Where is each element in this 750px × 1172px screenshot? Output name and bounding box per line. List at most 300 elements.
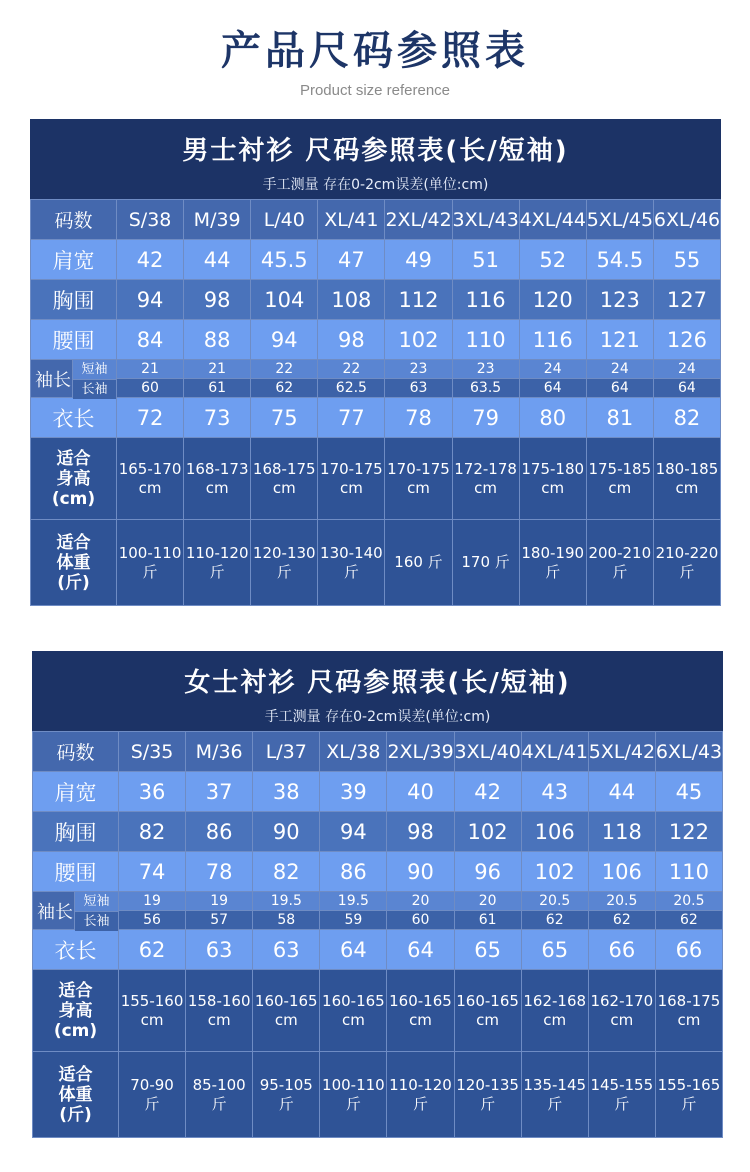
cell-value: 110-120 xyxy=(389,1075,452,1094)
table-cell: 63 xyxy=(253,930,320,970)
table-cell xyxy=(655,970,722,1052)
row-label: 腰围 xyxy=(31,320,117,360)
row-label-line: (cm) xyxy=(51,488,96,509)
table-cell: 20.5 xyxy=(588,892,655,911)
cell-value: 180-185 xyxy=(655,459,719,478)
table-cell: 62.5 xyxy=(318,379,385,398)
cell-value: 168-173 xyxy=(185,459,249,478)
cell-unit: cm xyxy=(608,478,632,497)
chest-row xyxy=(31,280,721,320)
sleeve-label-text: 袖长 xyxy=(35,369,71,391)
table-cell xyxy=(318,520,385,606)
cell-unit: 斤 xyxy=(480,1094,496,1113)
table-cell: 112 xyxy=(385,280,452,320)
table-cell xyxy=(117,438,184,520)
chart-header xyxy=(30,119,721,199)
cell-value: 160-165 xyxy=(254,991,318,1010)
table-cell: 22 xyxy=(318,360,385,379)
table-cell: 106 xyxy=(521,812,588,852)
cell-value: 110-120 xyxy=(185,543,249,562)
table-cell xyxy=(184,520,251,606)
table-cell: 62 xyxy=(521,911,588,930)
table-cell: 74 xyxy=(119,852,186,892)
row-label xyxy=(31,438,117,520)
cell-unit: cm xyxy=(476,1010,500,1029)
short-sleeve-label: 短袖 xyxy=(75,892,118,912)
table-cell: M/39 xyxy=(184,200,251,240)
table-cell: 94 xyxy=(251,320,318,360)
row-label: 肩宽 xyxy=(33,772,119,812)
table-cell: 63 xyxy=(385,379,452,398)
table-cell: 121 xyxy=(586,320,653,360)
row-label: 衣长 xyxy=(33,930,119,970)
row-label-line: (cm) xyxy=(53,1020,98,1041)
table-cell: 19 xyxy=(119,892,186,911)
row-label-line: 身高 xyxy=(58,1000,93,1021)
length-row xyxy=(33,930,723,970)
row-label xyxy=(33,970,119,1052)
chart-note: 手工测量 存在0-2cm误差(单位:cm) xyxy=(264,709,491,725)
table-cell: 44 xyxy=(588,772,655,812)
table-cell xyxy=(385,520,452,606)
table-cell: 45.5 xyxy=(251,240,318,280)
row-label-line: 适合 xyxy=(58,980,93,1001)
cell-value: 170-175 xyxy=(387,459,450,478)
table-cell: 63 xyxy=(186,930,253,970)
table-cell xyxy=(387,1052,454,1138)
table-cell: 106 xyxy=(588,852,655,892)
table-cell: 47 xyxy=(318,240,385,280)
cell-value: 162-168 xyxy=(523,991,587,1010)
table-cell: 63.5 xyxy=(452,379,519,398)
row-label-line: 适合 xyxy=(56,448,91,469)
table-cell: 110 xyxy=(452,320,519,360)
row-label-line: (斤) xyxy=(57,572,90,593)
row-label: 衣长 xyxy=(31,398,117,438)
table-cell: 4XL/44 xyxy=(519,200,586,240)
row-label-line: 适合 xyxy=(58,1064,93,1085)
size-row xyxy=(33,732,723,772)
table-cell xyxy=(653,438,720,520)
sleeve-sub-labels xyxy=(74,892,118,929)
sleeve-sub-labels xyxy=(72,360,116,397)
cell-unit: cm xyxy=(339,478,363,497)
table-cell: 73 xyxy=(184,398,251,438)
table-cell: 2XL/42 xyxy=(385,200,452,240)
table-cell: 82 xyxy=(253,852,320,892)
cell-value: 120-135 xyxy=(456,1075,519,1094)
table-cell: 65 xyxy=(521,930,588,970)
table-cell: 6XL/46 xyxy=(653,200,720,240)
table-cell: L/37 xyxy=(253,732,320,772)
table-cell: 24 xyxy=(519,360,586,379)
cell-unit: 斤 xyxy=(144,1094,160,1113)
sleeve-long-row xyxy=(33,911,723,930)
cell-value: 160-165 xyxy=(456,991,519,1010)
table-cell: XL/38 xyxy=(320,732,387,772)
cell-value: 162-170 xyxy=(590,991,654,1010)
cell-value: 85-100 xyxy=(192,1075,246,1094)
long-sleeve-label: 长袖 xyxy=(75,912,118,931)
size-table-body xyxy=(33,732,723,1138)
cell-unit: cm xyxy=(543,1010,567,1029)
cell-unit: cm xyxy=(675,478,699,497)
table-cell: 90 xyxy=(253,812,320,852)
table-cell: 126 xyxy=(653,320,720,360)
page-title: 产品尺码参照表 xyxy=(221,28,529,74)
table-cell xyxy=(655,1052,722,1138)
table-cell: 65 xyxy=(454,930,521,970)
table-cell: 24 xyxy=(586,360,653,379)
cell-unit: 斤 xyxy=(345,1094,361,1113)
cell-value: 180-190 xyxy=(521,543,585,562)
table-cell: 2XL/39 xyxy=(387,732,454,772)
cell-unit: 斤 xyxy=(211,1094,227,1113)
table-cell: 62 xyxy=(655,911,722,930)
table-cell: 90 xyxy=(387,852,454,892)
table-cell: 82 xyxy=(653,398,720,438)
table-cell xyxy=(320,1052,387,1138)
cell-unit: cm xyxy=(207,1010,231,1029)
table-cell: 104 xyxy=(251,280,318,320)
table-cell: 60 xyxy=(387,911,454,930)
table-cell: 43 xyxy=(521,772,588,812)
row-label-line: 适合 xyxy=(56,532,91,553)
chart-title: 男士衬衫 尺码参照表(长/短袖) xyxy=(182,136,569,166)
table-cell: 86 xyxy=(320,852,387,892)
women-size-chart xyxy=(32,651,723,1138)
table-cell: 122 xyxy=(655,812,722,852)
table-cell xyxy=(452,438,519,520)
table-cell: 127 xyxy=(653,280,720,320)
table-cell xyxy=(588,970,655,1052)
cell-unit: 斤 xyxy=(142,562,158,581)
cell-unit: cm xyxy=(677,1010,701,1029)
table-cell: 38 xyxy=(253,772,320,812)
table-cell: 94 xyxy=(117,280,184,320)
table-cell xyxy=(320,970,387,1052)
cell-unit: 斤 xyxy=(681,1094,697,1113)
cell-value: 200-210 xyxy=(588,543,652,562)
table-cell xyxy=(119,970,186,1052)
row-label-line: (斤) xyxy=(59,1104,92,1125)
cell-value: 170-175 xyxy=(320,459,383,478)
table-cell xyxy=(521,1052,588,1138)
size-row xyxy=(31,200,721,240)
table-cell: 36 xyxy=(119,772,186,812)
table-cell: 72 xyxy=(117,398,184,438)
cell-unit: 斤 xyxy=(343,562,359,581)
table-cell: 64 xyxy=(519,379,586,398)
cell-value: 165-170 xyxy=(118,459,182,478)
table-cell: 94 xyxy=(320,812,387,852)
table-cell xyxy=(586,520,653,606)
cell-value: 172-178 xyxy=(454,459,517,478)
length-row xyxy=(31,398,721,438)
cell-unit: cm xyxy=(610,1010,634,1029)
sleeve-label xyxy=(31,360,117,398)
table-cell xyxy=(454,1052,521,1138)
table-cell: 61 xyxy=(454,911,521,930)
cell-value: 168-175 xyxy=(252,459,316,478)
table-cell: 86 xyxy=(186,812,253,852)
page-header xyxy=(0,0,750,118)
shoulder-row xyxy=(33,772,723,812)
cell-value: 168-175 xyxy=(657,991,721,1010)
table-cell: 56 xyxy=(119,911,186,930)
row-label: 腰围 xyxy=(33,852,119,892)
men-size-chart xyxy=(30,119,721,606)
table-cell xyxy=(251,520,318,606)
table-cell xyxy=(521,970,588,1052)
table-cell xyxy=(253,970,320,1052)
shoulder-row xyxy=(31,240,721,280)
cell-unit: cm xyxy=(272,478,296,497)
table-cell: 81 xyxy=(586,398,653,438)
table-cell: 102 xyxy=(454,812,521,852)
cell-unit: cm xyxy=(205,478,229,497)
table-cell: 66 xyxy=(655,930,722,970)
row-label-line: 身高 xyxy=(56,468,91,489)
table-cell: 64 xyxy=(320,930,387,970)
table-cell: 42 xyxy=(454,772,521,812)
table-cell: 123 xyxy=(586,280,653,320)
cell-unit: cm xyxy=(541,478,565,497)
table-cell xyxy=(653,520,720,606)
table-cell: 20.5 xyxy=(655,892,722,911)
weight-row xyxy=(31,520,721,606)
table-cell: 6XL/43 xyxy=(655,732,722,772)
height-row xyxy=(33,970,723,1052)
cell-unit: cm xyxy=(140,1010,164,1029)
table-cell: 3XL/43 xyxy=(452,200,519,240)
table-cell: 66 xyxy=(588,930,655,970)
table-cell xyxy=(586,438,653,520)
table-cell xyxy=(387,970,454,1052)
table-cell: 20 xyxy=(454,892,521,911)
cell-unit: 斤 xyxy=(545,562,561,581)
table-cell: 21 xyxy=(117,360,184,379)
cell-value: 155-165 xyxy=(657,1075,721,1094)
table-cell: 98 xyxy=(387,812,454,852)
weight-row xyxy=(33,1052,723,1138)
cell-unit: 斤 xyxy=(679,562,695,581)
cell-value: 120-130 xyxy=(252,543,316,562)
cell-value: 160-165 xyxy=(322,991,385,1010)
table-cell: 78 xyxy=(385,398,452,438)
table-cell: 42 xyxy=(117,240,184,280)
table-cell: 77 xyxy=(318,398,385,438)
table-cell: 37 xyxy=(186,772,253,812)
table-cell: 19 xyxy=(186,892,253,911)
cell-value: 100-110 xyxy=(118,543,182,562)
row-label: 码数 xyxy=(31,200,117,240)
table-cell xyxy=(588,1052,655,1138)
table-cell: 55 xyxy=(653,240,720,280)
table-cell: 57 xyxy=(186,911,253,930)
table-cell: 45 xyxy=(655,772,722,812)
row-label: 胸围 xyxy=(31,280,117,320)
chest-row xyxy=(33,812,723,852)
table-cell xyxy=(385,438,452,520)
table-cell: 40 xyxy=(387,772,454,812)
table-cell: 108 xyxy=(318,280,385,320)
cell-value: 145-155 xyxy=(590,1075,654,1094)
cell-unit: 斤 xyxy=(276,562,292,581)
table-cell: 52 xyxy=(519,240,586,280)
chart-title: 女士衬衫 尺码参照表(长/短袖) xyxy=(184,668,571,698)
table-cell: 23 xyxy=(385,360,452,379)
table-cell: 58 xyxy=(253,911,320,930)
short-sleeve-label: 短袖 xyxy=(73,360,116,380)
cell-unit: 斤 xyxy=(278,1094,294,1113)
table-cell: 80 xyxy=(519,398,586,438)
cell-unit: cm xyxy=(341,1010,365,1029)
sleeve-short-row xyxy=(31,360,721,379)
table-cell: 5XL/42 xyxy=(588,732,655,772)
table-cell: 79 xyxy=(452,398,519,438)
table-cell: 62 xyxy=(119,930,186,970)
table-cell: 60 xyxy=(117,379,184,398)
table-cell: 84 xyxy=(117,320,184,360)
table-cell: 82 xyxy=(119,812,186,852)
table-cell xyxy=(186,970,253,1052)
table-cell: 98 xyxy=(318,320,385,360)
chart-header xyxy=(32,651,723,731)
cell-value: 155-160 xyxy=(120,991,184,1010)
table-cell: 98 xyxy=(184,280,251,320)
chart-note: 手工测量 存在0-2cm误差(单位:cm) xyxy=(262,177,489,193)
cell-value: 210-220 xyxy=(655,543,719,562)
row-label-line: 体重 xyxy=(58,1084,93,1105)
table-cell: 49 xyxy=(385,240,452,280)
table-cell: 59 xyxy=(320,911,387,930)
table-cell: 62 xyxy=(588,911,655,930)
cell-unit: cm xyxy=(274,1010,298,1029)
table-cell: XL/41 xyxy=(318,200,385,240)
cell-value: 170 斤 xyxy=(461,553,510,571)
table-cell: M/36 xyxy=(186,732,253,772)
table-cell xyxy=(454,970,521,1052)
cell-value: 100-110 xyxy=(322,1075,385,1094)
sleeve-long-row xyxy=(31,379,721,398)
table-cell: 118 xyxy=(588,812,655,852)
cell-unit: 斤 xyxy=(614,1094,630,1113)
cell-value: 130-140 xyxy=(320,543,383,562)
table-cell xyxy=(452,520,519,606)
sleeve-label xyxy=(33,892,119,930)
cell-value: 95-105 xyxy=(259,1075,313,1094)
table-cell: 54.5 xyxy=(586,240,653,280)
cell-value: 70-90 xyxy=(130,1075,174,1094)
cell-unit: 斤 xyxy=(209,562,225,581)
cell-unit: cm xyxy=(474,478,498,497)
size-table xyxy=(32,731,723,1138)
table-cell: 75 xyxy=(251,398,318,438)
table-cell: 96 xyxy=(454,852,521,892)
table-cell: 39 xyxy=(320,772,387,812)
table-cell: 3XL/40 xyxy=(454,732,521,772)
table-cell xyxy=(184,438,251,520)
table-cell: 62 xyxy=(251,379,318,398)
table-cell: 102 xyxy=(521,852,588,892)
table-cell: 20.5 xyxy=(521,892,588,911)
table-cell: 19.5 xyxy=(253,892,320,911)
table-cell: 44 xyxy=(184,240,251,280)
row-label: 肩宽 xyxy=(31,240,117,280)
cell-value: 175-180 xyxy=(521,459,585,478)
table-cell: 5XL/45 xyxy=(586,200,653,240)
table-cell: 116 xyxy=(519,320,586,360)
table-cell: 24 xyxy=(653,360,720,379)
row-label: 码数 xyxy=(33,732,119,772)
table-cell: L/40 xyxy=(251,200,318,240)
table-cell: 120 xyxy=(519,280,586,320)
table-cell: 64 xyxy=(653,379,720,398)
row-label xyxy=(31,520,117,606)
page-subtitle: Product size reference xyxy=(299,82,451,99)
sleeve-label-text: 袖长 xyxy=(37,901,73,923)
table-cell: 102 xyxy=(385,320,452,360)
cell-value: 160-165 xyxy=(389,991,452,1010)
cell-value: 135-145 xyxy=(523,1075,587,1094)
table-cell xyxy=(318,438,385,520)
cell-unit: cm xyxy=(138,478,162,497)
waist-row xyxy=(31,320,721,360)
table-cell: 64 xyxy=(586,379,653,398)
table-cell: 116 xyxy=(452,280,519,320)
table-cell: 19.5 xyxy=(320,892,387,911)
cell-unit: 斤 xyxy=(412,1094,428,1113)
table-cell xyxy=(186,1052,253,1138)
table-cell xyxy=(119,1052,186,1138)
cell-unit: 斤 xyxy=(547,1094,563,1113)
table-cell: 4XL/41 xyxy=(521,732,588,772)
table-cell: 78 xyxy=(186,852,253,892)
sleeve-short-row xyxy=(33,892,723,911)
table-cell: 61 xyxy=(184,379,251,398)
table-cell xyxy=(251,438,318,520)
size-table-body xyxy=(31,200,721,606)
cell-value: 175-185 xyxy=(588,459,652,478)
cell-value: 158-160 xyxy=(187,991,251,1010)
table-cell xyxy=(117,520,184,606)
table-cell: S/35 xyxy=(119,732,186,772)
table-cell: S/38 xyxy=(117,200,184,240)
long-sleeve-label: 长袖 xyxy=(73,380,116,399)
table-cell: 21 xyxy=(184,360,251,379)
cell-unit: 斤 xyxy=(612,562,628,581)
table-cell: 20 xyxy=(387,892,454,911)
cell-unit: cm xyxy=(407,478,430,497)
table-cell xyxy=(519,520,586,606)
table-cell xyxy=(519,438,586,520)
cell-unit: cm xyxy=(409,1010,432,1029)
table-cell: 88 xyxy=(184,320,251,360)
table-cell: 23 xyxy=(452,360,519,379)
row-label: 胸围 xyxy=(33,812,119,852)
table-cell xyxy=(253,1052,320,1138)
height-row xyxy=(31,438,721,520)
table-cell: 110 xyxy=(655,852,722,892)
table-cell: 51 xyxy=(452,240,519,280)
table-cell: 22 xyxy=(251,360,318,379)
row-label-line: 体重 xyxy=(56,552,91,573)
size-table xyxy=(30,199,721,606)
table-cell: 64 xyxy=(387,930,454,970)
row-label xyxy=(33,1052,119,1138)
cell-value: 160 斤 xyxy=(394,553,443,571)
